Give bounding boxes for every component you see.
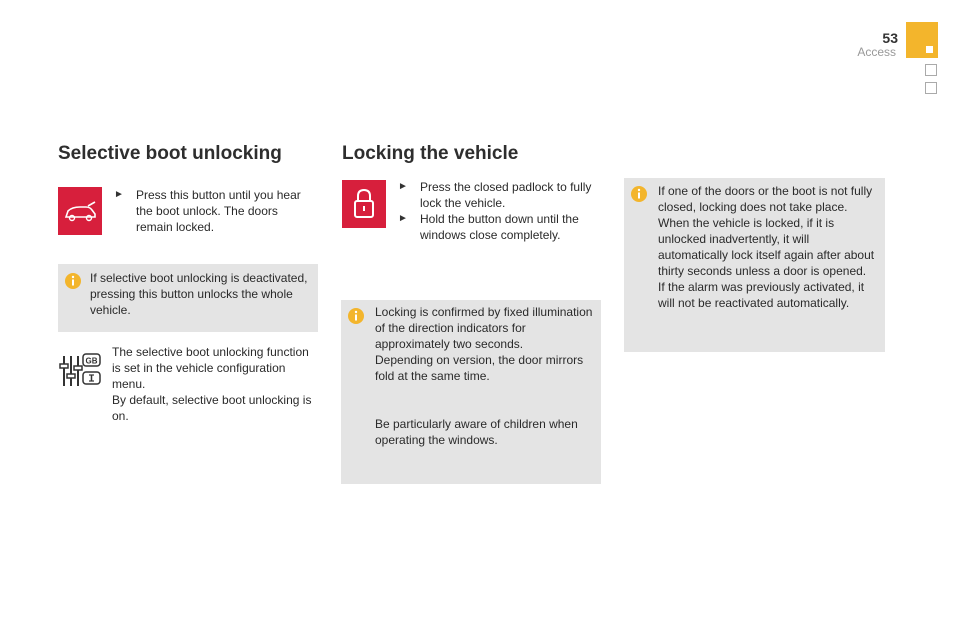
info-note-selective: If selective boot unlocking is deactivated, pressing this button unlocks the whole vehicle. [90, 271, 308, 317]
right-note-3: If the alarm was previously activated, it will not be reactivated automatically. [658, 280, 865, 310]
lock-button-tile [342, 180, 386, 228]
config-text-block [112, 344, 320, 424]
info-locking-para-3: Be particularly aware of children when operating the windows. [375, 417, 578, 447]
car-boot-icon [58, 187, 102, 235]
padlock-icon [342, 180, 386, 228]
settings-sliders-icon [58, 352, 102, 392]
selective-boot-instruction [114, 187, 314, 235]
locking-step-1 [398, 179, 604, 211]
right-note-2: When the vehicle is locked, if it is unlocked inadvertently, it will automatically lock itself again after about thirty seconds unless a door is opened. [658, 216, 875, 278]
tab-marker-icon [926, 46, 933, 53]
right-note-1: If one of the doors or the boot is not fully closed, locking does not take place. [658, 184, 873, 214]
config-text-2: By default, selective boot unlocking is on. [112, 393, 312, 423]
info-locking-text [375, 304, 595, 448]
bullet-marker: ► [398, 213, 408, 224]
info-locking-para-2: Depending on version, the door mirrors fold at the same time. [375, 353, 584, 383]
right-note-text [658, 183, 880, 311]
info-icon [630, 185, 648, 203]
nav-box-2[interactable] [925, 82, 937, 94]
locking-steps [398, 179, 604, 243]
info-locking-para-1: Locking is confirmed by fixed illumination of the direction indicators for approximately two seconds. [375, 305, 593, 351]
nav-box-1[interactable] [925, 64, 937, 76]
step-1-text: Press the closed padlock to fully lock the vehicle. [420, 180, 592, 210]
info-box-right [624, 178, 885, 352]
page-number: 53 [882, 30, 898, 46]
instruction-text: Press this button until you hear the boot unlock. The doors remain locked. [136, 188, 301, 234]
info-box-selective [58, 264, 318, 332]
svg-text:GB: GB [85, 356, 98, 366]
info-box-locking [341, 300, 601, 484]
bullet-marker: ► [114, 189, 124, 200]
locking-step-2 [398, 211, 604, 243]
info-icon [64, 272, 82, 290]
config-text-1: The selective boot unlocking function is set in the vehicle configuration menu. [112, 345, 309, 391]
heading-locking: Locking the vehicle [342, 143, 519, 164]
section-name: Access [857, 45, 896, 59]
step-2-text: Hold the button down until the windows close completely. [420, 212, 579, 242]
section-tab[interactable] [906, 22, 938, 58]
heading-selective-boot: Selective boot unlocking [58, 143, 282, 164]
info-icon [347, 307, 365, 325]
bullet-marker: ► [398, 181, 408, 192]
boot-button-tile [58, 187, 102, 235]
